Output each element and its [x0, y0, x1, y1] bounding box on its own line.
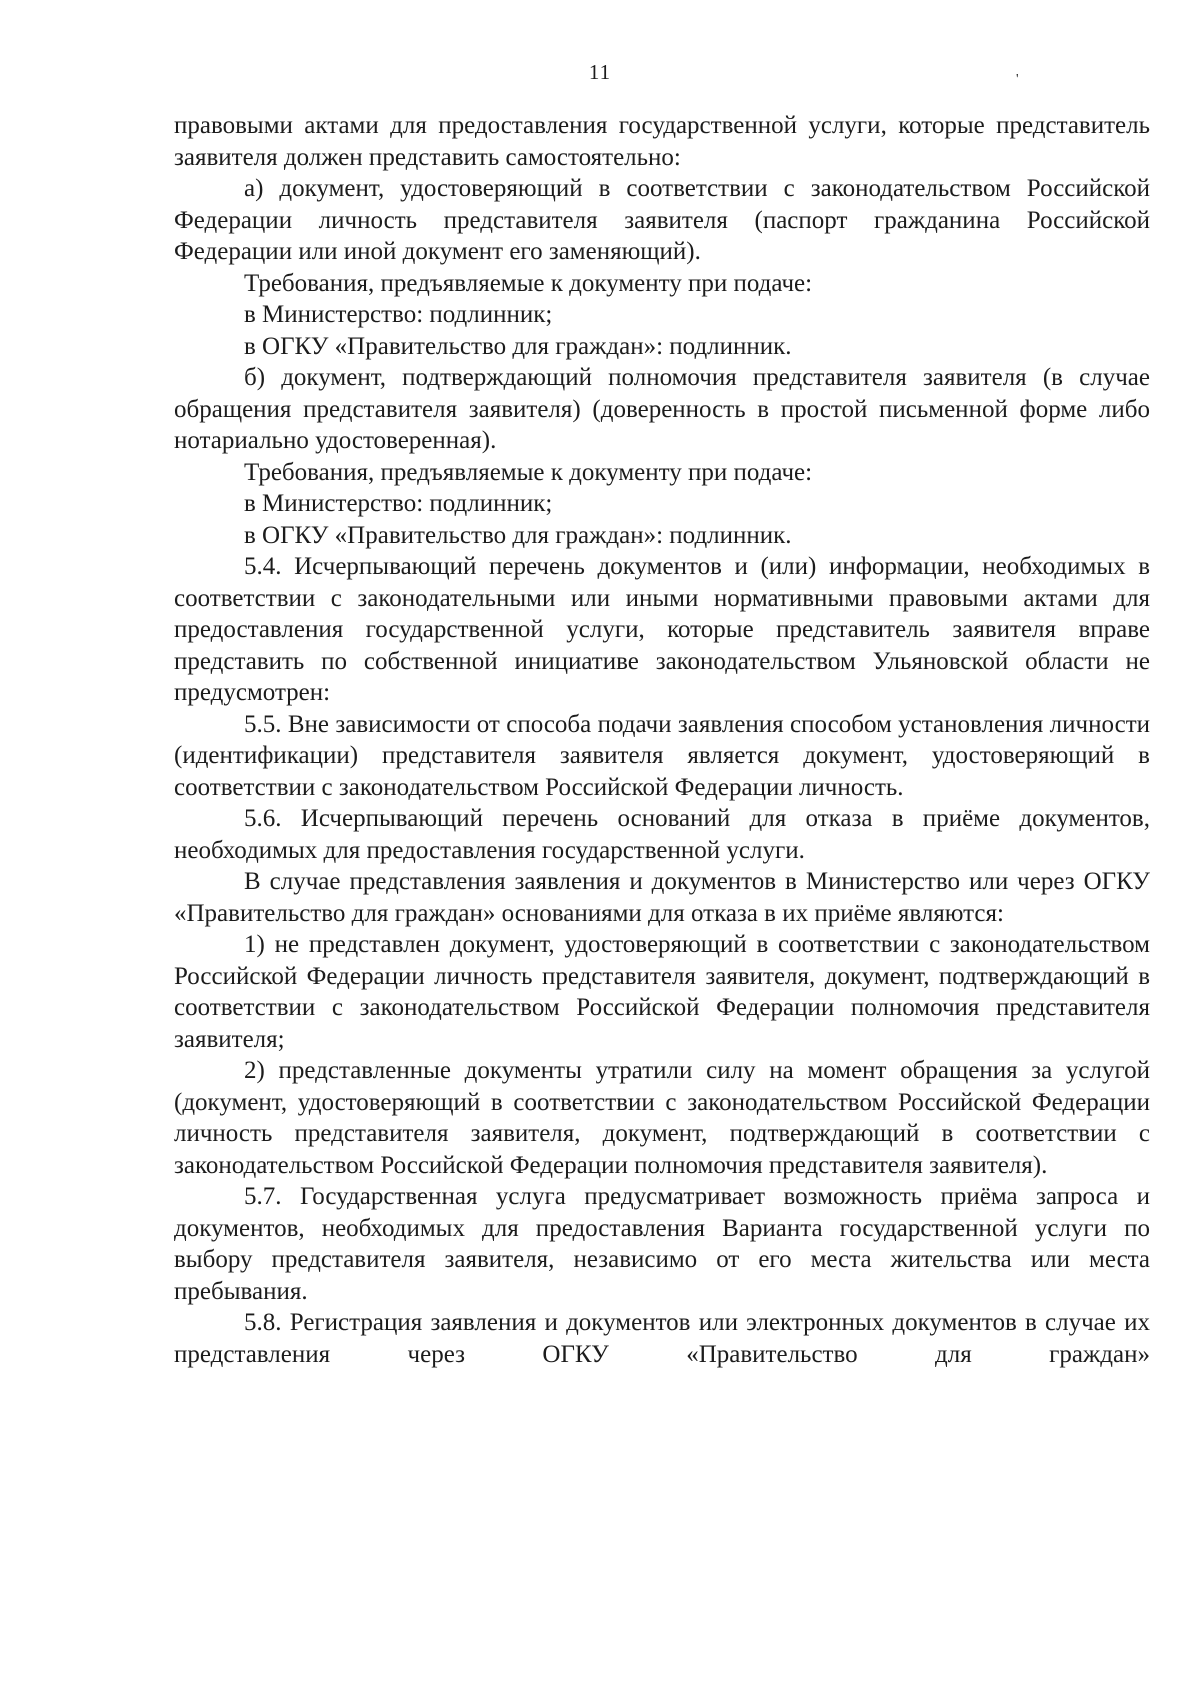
paragraph-5-6: 5.6. Исчерпывающий перечень оснований для отказа в приёме документов, необходимых для предоставления государственной услуги. — [174, 805, 1150, 864]
paragraph-item-a: а) документ, удостоверяющий в соответствии с законодательством Российской Федерации личность представителя заявителя (паспорт гражданина Российской Федерации или иной документ его заменяющий). — [174, 175, 1150, 265]
paragraph-ogku: в ОГКУ «Правительство для граждан»: подлинник. — [244, 521, 792, 549]
paragraph-5-5: 5.5. Вне зависимости от способа подачи заявления способом установления личности (идентификации) представителя заявителя является документ, удостоверяющий в соответствии с законодательством Российской Федерации личность. — [174, 710, 1150, 801]
paragraph-ground-1: 1) не представлен документ, удостоверяющий в соответствии с законодательством Российской Федерации личность представителя заявителя, документ, подтверждающий в соответствии с законодательством Российской Федерации полномочия представителя заявителя; — [174, 931, 1150, 1053]
paragraph-5-8: 5.8. Регистрация заявления и документов или электронных документов в случае их представления через ОГКУ «Правительство для граждан» — [174, 1309, 1150, 1368]
paragraph-item-b: б) документ, подтверждающий полномочия представителя заявителя (в случае обращения представителя заявителя) (доверенность в простой письменной форме либо нотариально удостоверенная). — [174, 364, 1150, 454]
stray-mark: ' — [1016, 72, 1019, 87]
paragraph-ground-2: 2) представленные документы утратили силу на момент обращения за услугой (документ, удостоверяющий в соответствии с законодательством Российской Федерации личность представителя заявителя, документ, подтверждающий в соответствии с законодательством Российской Федерации полномочия представителя заявителя). — [174, 1057, 1150, 1179]
paragraph-refusal-grounds: В случае представления заявления и документов в Министерство или через ОГКУ «Правительство для граждан» основаниями для отказа в их приёме являются: — [174, 868, 1150, 927]
paragraph-continuation: правовыми актами для предоставления государственной услуги, которые представитель заявителя должен представить самостоятельно: — [174, 112, 1150, 171]
paragraph-ministry: в Министерство: подлинник; — [244, 301, 553, 328]
paragraph-5-4: 5.4. Исчерпывающий перечень документов и (или) информации, необходимых в соответствии с законодательными или иными нормативными правовыми актами для предоставления государственной услуги, которые представитель заявителя вправе представить по собственной инициативе законодательством Ульяновской области не предусмотрен: — [174, 553, 1150, 706]
page-number: 11 — [588, 60, 612, 84]
document-body — [174, 110, 1150, 1370]
paragraph-requirements: Требования, предъявляемые к документу при подаче: — [244, 458, 813, 486]
paragraph-requirements: Требования, предъявляемые к документу при подаче: — [244, 269, 813, 297]
paragraph-5-7: 5.7. Государственная услуга предусматривает возможность приёма запроса и документов, необходимых для предоставления Варианта государственной услуги по выбору представителя заявителя, независимо от его места жительства или места пребывания. — [174, 1183, 1150, 1305]
paragraph-ogku: в ОГКУ «Правительство для граждан»: подлинник. — [244, 332, 792, 360]
paragraph-ministry: в Министерство: подлинник; — [244, 490, 553, 517]
